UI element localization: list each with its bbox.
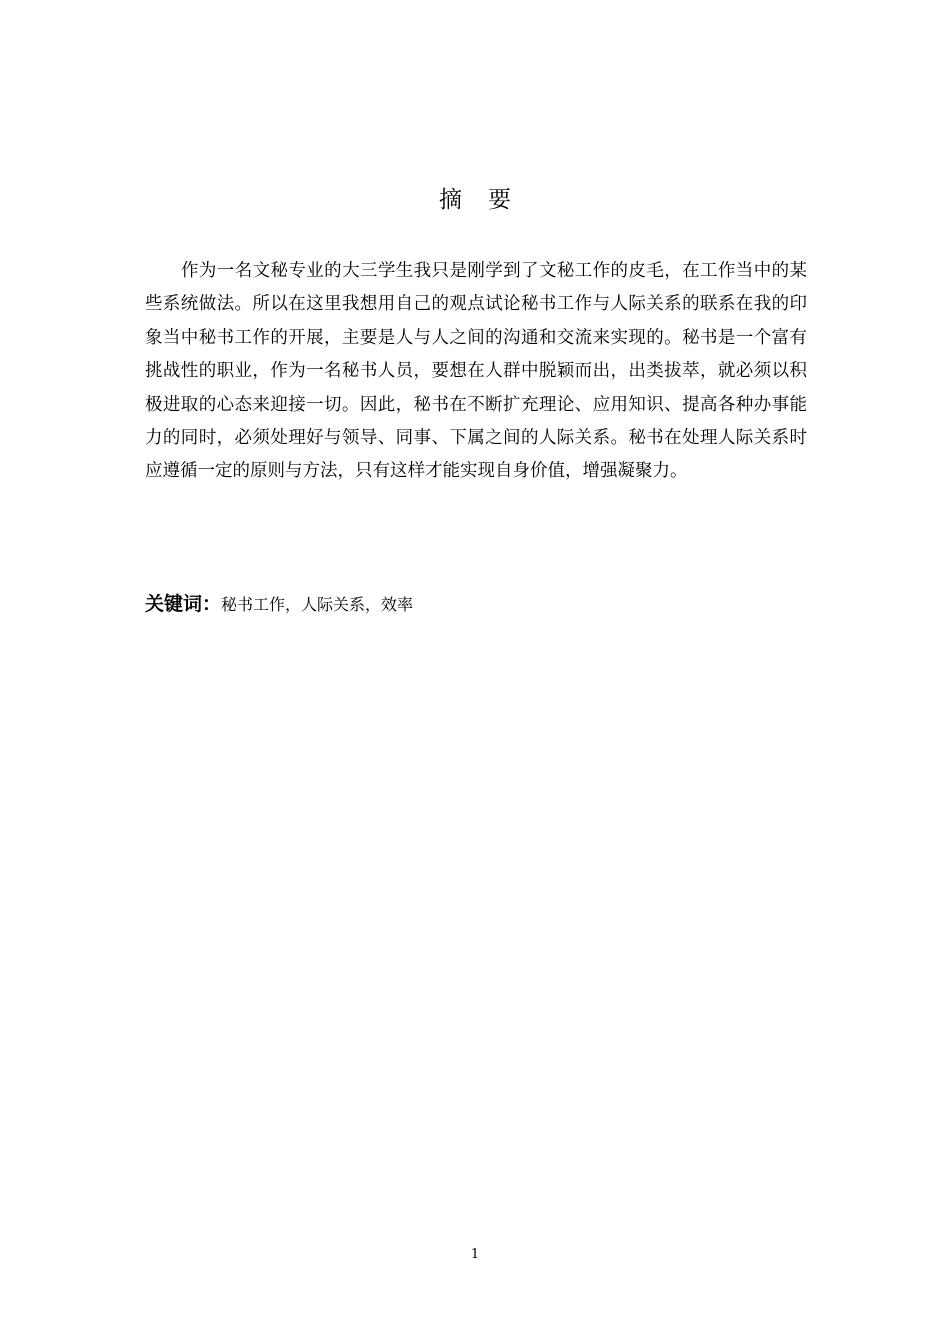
- abstract-title: 摘要: [439, 187, 537, 213]
- keywords-value: 秘书工作，人际关系，效率: [221, 595, 414, 614]
- page-number: 1: [470, 1247, 480, 1262]
- keywords-line: [145, 589, 807, 620]
- abstract-paragraph: 作为一名文秘专业的大三学生我只是刚学到了文秘工作的皮毛，在工作当中的某些系统做法。所以在这里我想用自己的观点试论秘书工作与人际关系的联系在我的印象当中秘书工作的开展，主要是人与人之间的沟通和交流来实现的。秘书是一个富有挑战性的职业，作为一名秘书人员，要想在人群中脱颖而出，出类拔萃，就必须以积极进取的心态来迎接一切。因此，秘书在不断扩充理论、应用知识、提高各种办事能力的同时，必须处理好与领导、同事、下属之间的人际关系。秘书在处理人际关系时应遵循一定的原则与方法，只有这样才能实现自身价值，增强凝聚力。: [145, 261, 807, 482]
- keywords-label: 关键词：: [145, 593, 222, 615]
